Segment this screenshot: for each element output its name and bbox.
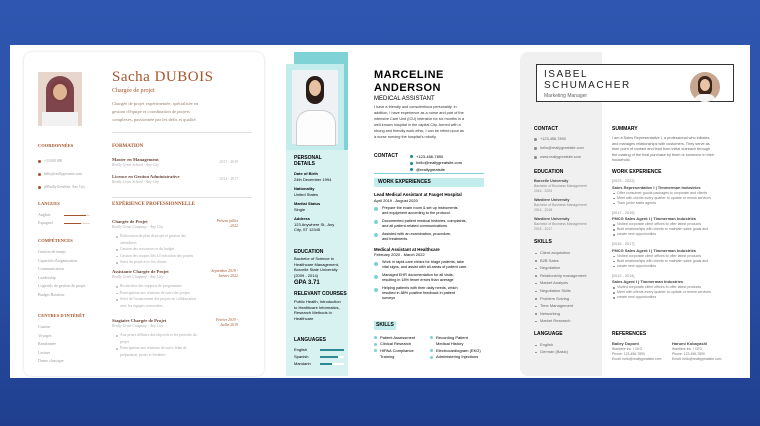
education-line: Healthcare Management,: [294, 261, 339, 267]
summary-line: household.: [612, 158, 631, 162]
skill-item: Communication: [38, 266, 64, 272]
job-date: [2012 - 2014]: [612, 273, 635, 278]
skill-item: Logiciels de gestion de projet: [38, 283, 86, 289]
job-title: Chargée de Projet: [112, 219, 148, 224]
education-heading: EDUCATION: [294, 249, 324, 255]
bullet-dot: [535, 352, 537, 354]
job-bullet: Prepare the exam room & set up instruments: [382, 205, 458, 210]
contact-heading: CONTACT: [534, 126, 559, 132]
bullet-dot: [613, 203, 615, 205]
job-bullet: and treatments: [382, 236, 408, 241]
resume-card-isabel[interactable]: [520, 52, 750, 376]
cv-name-last: ANDERSON: [374, 82, 441, 94]
contact-item: hello@reallygreatsite.com: [44, 171, 82, 176]
bullet-dot: [613, 266, 615, 268]
interest-item: Voyages: [38, 332, 52, 338]
intro-line: complexes, passionnée par les défis et qualité.: [112, 117, 197, 122]
bullet-dot: [116, 262, 118, 264]
job-date: [2023 - 2022]: [612, 179, 635, 183]
skill-dot: [430, 356, 433, 359]
bullet-dot: [613, 261, 615, 263]
contact-heading: CONTACT: [374, 153, 399, 159]
divider: [112, 197, 252, 198]
language-name: English: [294, 347, 308, 352]
interest-item: Randonnée: [38, 341, 56, 347]
job-date: [2017 - 2019]: [612, 210, 635, 215]
skill-item: Market Research: [540, 318, 571, 324]
job-bullet: create new opportunities: [617, 263, 657, 268]
job-bullet: Aux prises définies des objectifs et les priorités du: [120, 333, 197, 337]
skill-item: Leadership: [38, 274, 56, 280]
contact-item: +123-456-7890: [416, 153, 444, 159]
contact-item: +33 000 000: [44, 158, 63, 163]
bullet-dot: [535, 298, 537, 300]
contact-item: @ReallyGreatSite, Any City: [44, 184, 86, 189]
job-bullet: préparation, pistes et livrables: [120, 352, 166, 357]
school-detail: Bachelor of Business Management: [534, 184, 587, 188]
formation-title: Licence en Gestion Administrative: [112, 174, 180, 179]
reference-detail: Phone: 123-456-7890: [672, 352, 705, 356]
skill-item: Clinical Research: [380, 341, 412, 346]
contact-item: hello@reallygreatsite.com: [416, 160, 463, 165]
course-line: Public Health, Introduction: [294, 299, 341, 304]
job-bullet: Visited corporate client offices to offer latest products: [617, 253, 702, 258]
skills-heading: SKILLS: [376, 322, 394, 328]
job-date: February 2020 - March 2022: [374, 252, 425, 257]
job-title: Sales Agent I | Timmerman Industries: [612, 279, 684, 284]
contact-item: @reallygreatsite: [416, 166, 445, 172]
lang-level: [320, 356, 338, 358]
intro-line: addition, I have experience as a nurse and part of the: [374, 111, 464, 115]
resume-card-sacha[interactable]: [24, 52, 264, 376]
contact-icon: [534, 156, 537, 159]
contact-icon: [410, 168, 413, 171]
formation-heading: FORMATION: [112, 144, 144, 149]
bullet-dot: [613, 229, 615, 231]
avatar: [690, 72, 720, 102]
divider: [374, 173, 484, 174]
skill-item: Medical History: [436, 341, 464, 346]
bullet-dot: [535, 313, 537, 315]
bullet-dot: [535, 253, 537, 255]
job-bullet: Participation aux réunions de suivi, bilan de: [120, 346, 187, 350]
job-bullet: Offer consumer goods packages to corporate and clients: [617, 190, 708, 195]
detail-label: Date of Birth: [294, 171, 318, 176]
reference-detail: Wardiere Inc. / CEO: [612, 347, 643, 351]
check-icon: [374, 262, 378, 266]
language-heading: LANGUAGE: [534, 331, 563, 337]
job-date: [2015 - 2017]: [612, 242, 635, 246]
job-bullet: resulting in 18% fewer errors than average: [382, 278, 454, 282]
detail-value: 123 Anywhere St., Any: [294, 221, 335, 227]
contact-item: www.reallygreatsite.com: [540, 154, 581, 159]
cv-name-first: MARCELINE: [374, 69, 444, 81]
skill-item: Capacités d'organisation: [38, 257, 77, 263]
detail-value: 24th December 1994: [294, 176, 332, 182]
job-bullet: Helping patients with their daily needs, which: [382, 286, 458, 290]
skill-item: Problem Solving: [540, 295, 570, 301]
intro-line: I have a friendly and conscientious personality. In: [374, 105, 457, 109]
interest-item: Danse classique: [38, 358, 64, 364]
school-detail: Bachelor of Business Management: [534, 222, 587, 226]
intro-line: well-known hospital in the capital City. Armed with a: [374, 123, 461, 127]
skill-item: Time Management: [540, 303, 574, 309]
skill-item: Negotiation Skills: [540, 288, 571, 293]
bullet-dot: [613, 287, 615, 289]
skill-item: Training: [380, 354, 395, 359]
bullet-dot: [116, 256, 118, 258]
skills-heading: SKILLS: [534, 239, 552, 245]
reference-name: Harumi Kobayashi: [672, 341, 708, 346]
skill-dot: [374, 349, 377, 352]
language-name: Spanish: [294, 354, 309, 359]
resume-card-marceline[interactable]: [270, 52, 500, 376]
job-bullet: Meet with clients every quarter to update or renew services: [617, 290, 711, 294]
school-detail: 2015 - 2017: [534, 226, 553, 231]
formation-school: Really Great School - Any City: [112, 180, 159, 184]
cv-role: Chargée de projet: [112, 88, 155, 94]
formation-date: 2017 - 2019: [219, 160, 238, 164]
job-date: Présent juillet: [216, 219, 238, 223]
job-bullet: Gestion des risques liés à l'exécution des projets: [120, 253, 194, 258]
job-bullet: and equipment according to the protocol.: [382, 210, 451, 215]
job-bullet: create new opportunities: [617, 295, 657, 299]
language-item: English: [540, 342, 554, 347]
lang-level: [64, 223, 81, 225]
skill-item: Administering Injections: [436, 354, 479, 359]
skills-heading: COMPÉTENCES: [38, 238, 73, 243]
cv-role: Marketing Manager: [544, 93, 588, 99]
reference-detail: Wardiere Inc. / CEO: [672, 347, 703, 351]
job-bullet: Built relationships with clients to maintain sales goals and: [617, 227, 709, 231]
summary-line: their point of contact and lead from initial outreach through: [612, 147, 710, 151]
education-line: Bachelor of Science in: [294, 256, 334, 261]
job-title: Medical Assistant at Healthcare: [374, 246, 440, 252]
language-item: German (Basic): [540, 349, 569, 354]
job-bullet: Work in rapid-care clinics for triage patients, take: [382, 260, 465, 264]
reference-name: Bailey Dupont: [612, 341, 639, 346]
detail-value: Single: [294, 206, 306, 212]
bullet-dot: [613, 224, 615, 226]
intro-line: strong and friendly work ethic, I can be relied upon as: [374, 129, 464, 133]
bullet-dot: [535, 291, 537, 293]
personal-details-heading: PERSONAL DETAILS: [294, 155, 322, 167]
courses-heading: RELEVANT COURSES: [294, 291, 347, 297]
job-date: April 2019 - August 2020: [374, 197, 418, 203]
detail-label: Address: [294, 216, 311, 221]
bullet-dot: [535, 306, 537, 308]
interest-item: Cuisine: [38, 324, 51, 329]
divider: [112, 132, 252, 133]
job-bullet: Train junior sales agents: [617, 200, 657, 205]
school-name: Wardiere University: [534, 217, 570, 221]
work-heading: WORK EXPERIENCES: [378, 179, 431, 185]
job-title: Stagiaire Chargée de Projet: [112, 318, 167, 323]
job-bullet: Gestion des ressources et du budget: [120, 247, 175, 251]
skill-dot: [374, 336, 377, 339]
contact-icon: [410, 155, 413, 158]
job-title: Assistante Chargée de Projet: [112, 269, 169, 274]
interest-item: Lecture: [38, 349, 51, 355]
bullet-dot: [535, 260, 537, 262]
check-icon: [374, 233, 378, 237]
job-bullet: Assisted with an examination, procedure,: [382, 231, 452, 236]
interests-heading: CENTRES D'INTÉRÊT: [38, 313, 86, 318]
job-date: Janvier 2022: [218, 274, 238, 278]
language-name: Espagnol: [38, 220, 53, 225]
education-line: Borcelle State University: [294, 267, 338, 272]
language-name: Mandarin: [294, 361, 311, 366]
bullet-dot: [116, 299, 118, 301]
skill-dot: [430, 349, 433, 352]
job-date: Juillet 2019: [219, 323, 238, 327]
job-bullet: create new opportunities: [617, 232, 657, 236]
lang-level: [320, 349, 344, 351]
contact-item: hello@reallygreatsite.com: [540, 145, 584, 150]
bullet-dot: [613, 193, 615, 195]
references-heading: REFERENCES: [612, 331, 647, 337]
school-name: Wardiere University: [534, 198, 570, 202]
job-bullet: resulted in 88% positive feedback in patient: [382, 291, 456, 295]
detail-label: Nationality: [294, 186, 315, 191]
bullet-dot: [535, 275, 537, 277]
job-title: FMCG Sales Agent I | Timmerman Industries: [612, 216, 697, 221]
photo-frame: [286, 64, 344, 150]
lang-level: [64, 215, 86, 217]
school-detail: 2014 - 2023: [534, 188, 553, 193]
contact-icon: [534, 138, 537, 141]
gpa: GPA 3.71: [294, 280, 320, 286]
contact-icon: [534, 147, 537, 150]
education-line: (2009 - 2014): [294, 272, 319, 278]
job-title: FMCG Sales Agent I | Timmerman Industries: [612, 247, 697, 253]
reference-detail: Email: hello@reallygreatsite.com: [672, 357, 722, 361]
education-heading: EDUCATION: [534, 169, 564, 175]
skill-item: Electrocardiogram (EKG): [436, 347, 481, 353]
check-icon: [374, 207, 378, 211]
job-bullet: Recherches des supports de programmes: [120, 284, 182, 288]
contact-item: +123-456-7890: [540, 136, 566, 141]
summary-line: the making of the final purchase by them or someone in their: [612, 152, 714, 157]
summary-line: and manages relationships with customers. They serve as: [612, 141, 710, 146]
detail-value: United States: [294, 191, 319, 197]
skill-item: Budget Rotation: [38, 292, 65, 297]
job-bullet: avec les équipes concernées: [120, 303, 163, 308]
bullet-dot: [613, 292, 615, 294]
skill-item: Client acquisition: [540, 250, 571, 255]
job-bullet: vital signs, and assist with all areas of patient care.: [382, 265, 468, 269]
job-bullet: surveys: [382, 296, 396, 300]
job-bullet: Managed EHR documentation for all visits,: [382, 273, 454, 277]
job-title: Sales Representative I | Timmerman Industries: [612, 184, 701, 190]
cv-name-first: ISABEL: [544, 69, 589, 80]
bullet-dot: [116, 286, 118, 288]
bullet-dot: [613, 256, 615, 258]
job-bullet: Suivi de l'avancement des projets en collaboration: [120, 297, 197, 301]
cv-name-last: SCHUMACHER: [544, 80, 631, 91]
summary-heading: SUMMARY: [612, 126, 638, 132]
bullet-dot: [613, 234, 615, 236]
school-detail: Bachelor of Business Management: [534, 203, 587, 207]
skill-dot: [430, 336, 433, 339]
skill-item: Market Analysis: [540, 280, 569, 286]
work-heading: WORK EXPERIENCE: [612, 169, 662, 175]
job-company: Really Great Company - Any City: [112, 275, 164, 279]
lang-heading: LANGUES: [38, 201, 60, 206]
skill-item: Relationship management: [540, 272, 587, 278]
bullet-dot: [613, 198, 615, 200]
skill-dot: [374, 343, 377, 346]
bullet-dot: [116, 249, 118, 251]
school-detail: 2014 - 2018: [534, 207, 553, 212]
portrait-photo: [38, 72, 82, 126]
cv-role: MEDICAL ASSISTANT: [374, 96, 435, 102]
job-bullet: and all patient-related communications: [382, 223, 448, 228]
bullet-dot: [116, 293, 118, 295]
job-date: Septembre 2019 -: [211, 269, 238, 273]
contact-icon: [38, 173, 41, 176]
job-bullet: calendriers: [120, 240, 137, 245]
job-bullet: Participation aux réunions de suivi des projets: [120, 290, 191, 295]
bullet-dot: [116, 236, 118, 238]
intro-line: intensive Care Unit (ICU) intensive for six months in a: [374, 117, 465, 121]
skill-item: Patient Assessment: [380, 334, 416, 340]
job-date: 2022: [230, 224, 238, 228]
job-bullet: Documented patient medical histories, complaints,: [382, 218, 467, 223]
bullet-dot: [116, 348, 118, 350]
skill-item: Negotiation: [540, 265, 561, 271]
job-bullet: Meet with clients every quarter to update or renew services: [617, 195, 711, 200]
course-line: Research Methods in: [294, 310, 332, 315]
skill-item: Gestion de temps: [38, 249, 66, 254]
detail-label: Marital Status: [294, 201, 321, 206]
contact-icon: [38, 160, 41, 163]
bullet-dot: [613, 297, 615, 299]
reference-detail: Phone: 123-456-7890: [612, 352, 645, 356]
coord-heading: COORDONNÉES: [38, 143, 74, 148]
formation-date: 2014 - 2017: [219, 177, 238, 181]
check-icon: [374, 275, 378, 279]
reference-detail: Email: hello@reallygreatsite.com: [612, 357, 662, 361]
job-bullet: Élaboration du plan de projet et gestion des: [120, 234, 186, 238]
course-line: to Healthcare Informatics,: [294, 304, 340, 310]
job-company: Really Great Company - Any City: [112, 225, 164, 229]
language-name: Anglais: [38, 212, 51, 217]
contact-icon: [38, 186, 41, 189]
job-bullet: Suivi du projet avec les clients: [120, 260, 167, 264]
detail-value: City, ST 12345: [294, 227, 321, 232]
job-bullet: Visited corporate client offices to offer latest products: [617, 285, 702, 289]
cv-name: Sacha DUBOIS: [112, 69, 214, 85]
lang-level: [320, 363, 332, 365]
job-title: Lead Medical Assistant at Fauget Hospital: [374, 192, 462, 197]
skill-item: Networking: [540, 310, 561, 316]
job-company: Really Great Company - Any City: [112, 324, 164, 328]
summary-line: I am a Sales Representative I, a professional who initiates: [612, 136, 710, 140]
bullet-dot: [535, 268, 537, 270]
formation-school: Really Great School - Any City: [112, 163, 159, 167]
course-line: Healthcare: [294, 315, 314, 321]
contact-icon: [410, 162, 413, 165]
check-icon: [374, 288, 378, 292]
job-bullet: Visited corporate client offices to offer latest products: [617, 222, 702, 226]
intro-line: a nurse running the hospital's robotly.: [374, 135, 437, 139]
job-date: Février 2019 -: [215, 318, 238, 322]
formation-title: Master en Management: [112, 157, 159, 162]
intro-line: Chargée de projet expérimentée, spécialisée en: [112, 101, 199, 106]
check-icon: [374, 220, 378, 224]
languages-heading: LANGUAGES: [294, 337, 326, 343]
intro-line: gestion d'équipe et coordination de projets: [112, 109, 190, 114]
experience-heading: EXPÉRIENCE PROFESSIONNELLE: [112, 202, 195, 207]
job-bullet: projet: [120, 339, 129, 344]
bullet-dot: [535, 345, 537, 347]
skill-item: B2B Sales: [540, 257, 559, 263]
bullet-dot: [116, 335, 118, 337]
job-bullet: Built relationships with clients to maintain sales goals and: [617, 258, 709, 263]
skill-item: Recording Patient: [436, 334, 468, 340]
school-name: Borcelle University: [534, 179, 569, 183]
skill-item: HIPAA Compliance: [380, 347, 414, 353]
